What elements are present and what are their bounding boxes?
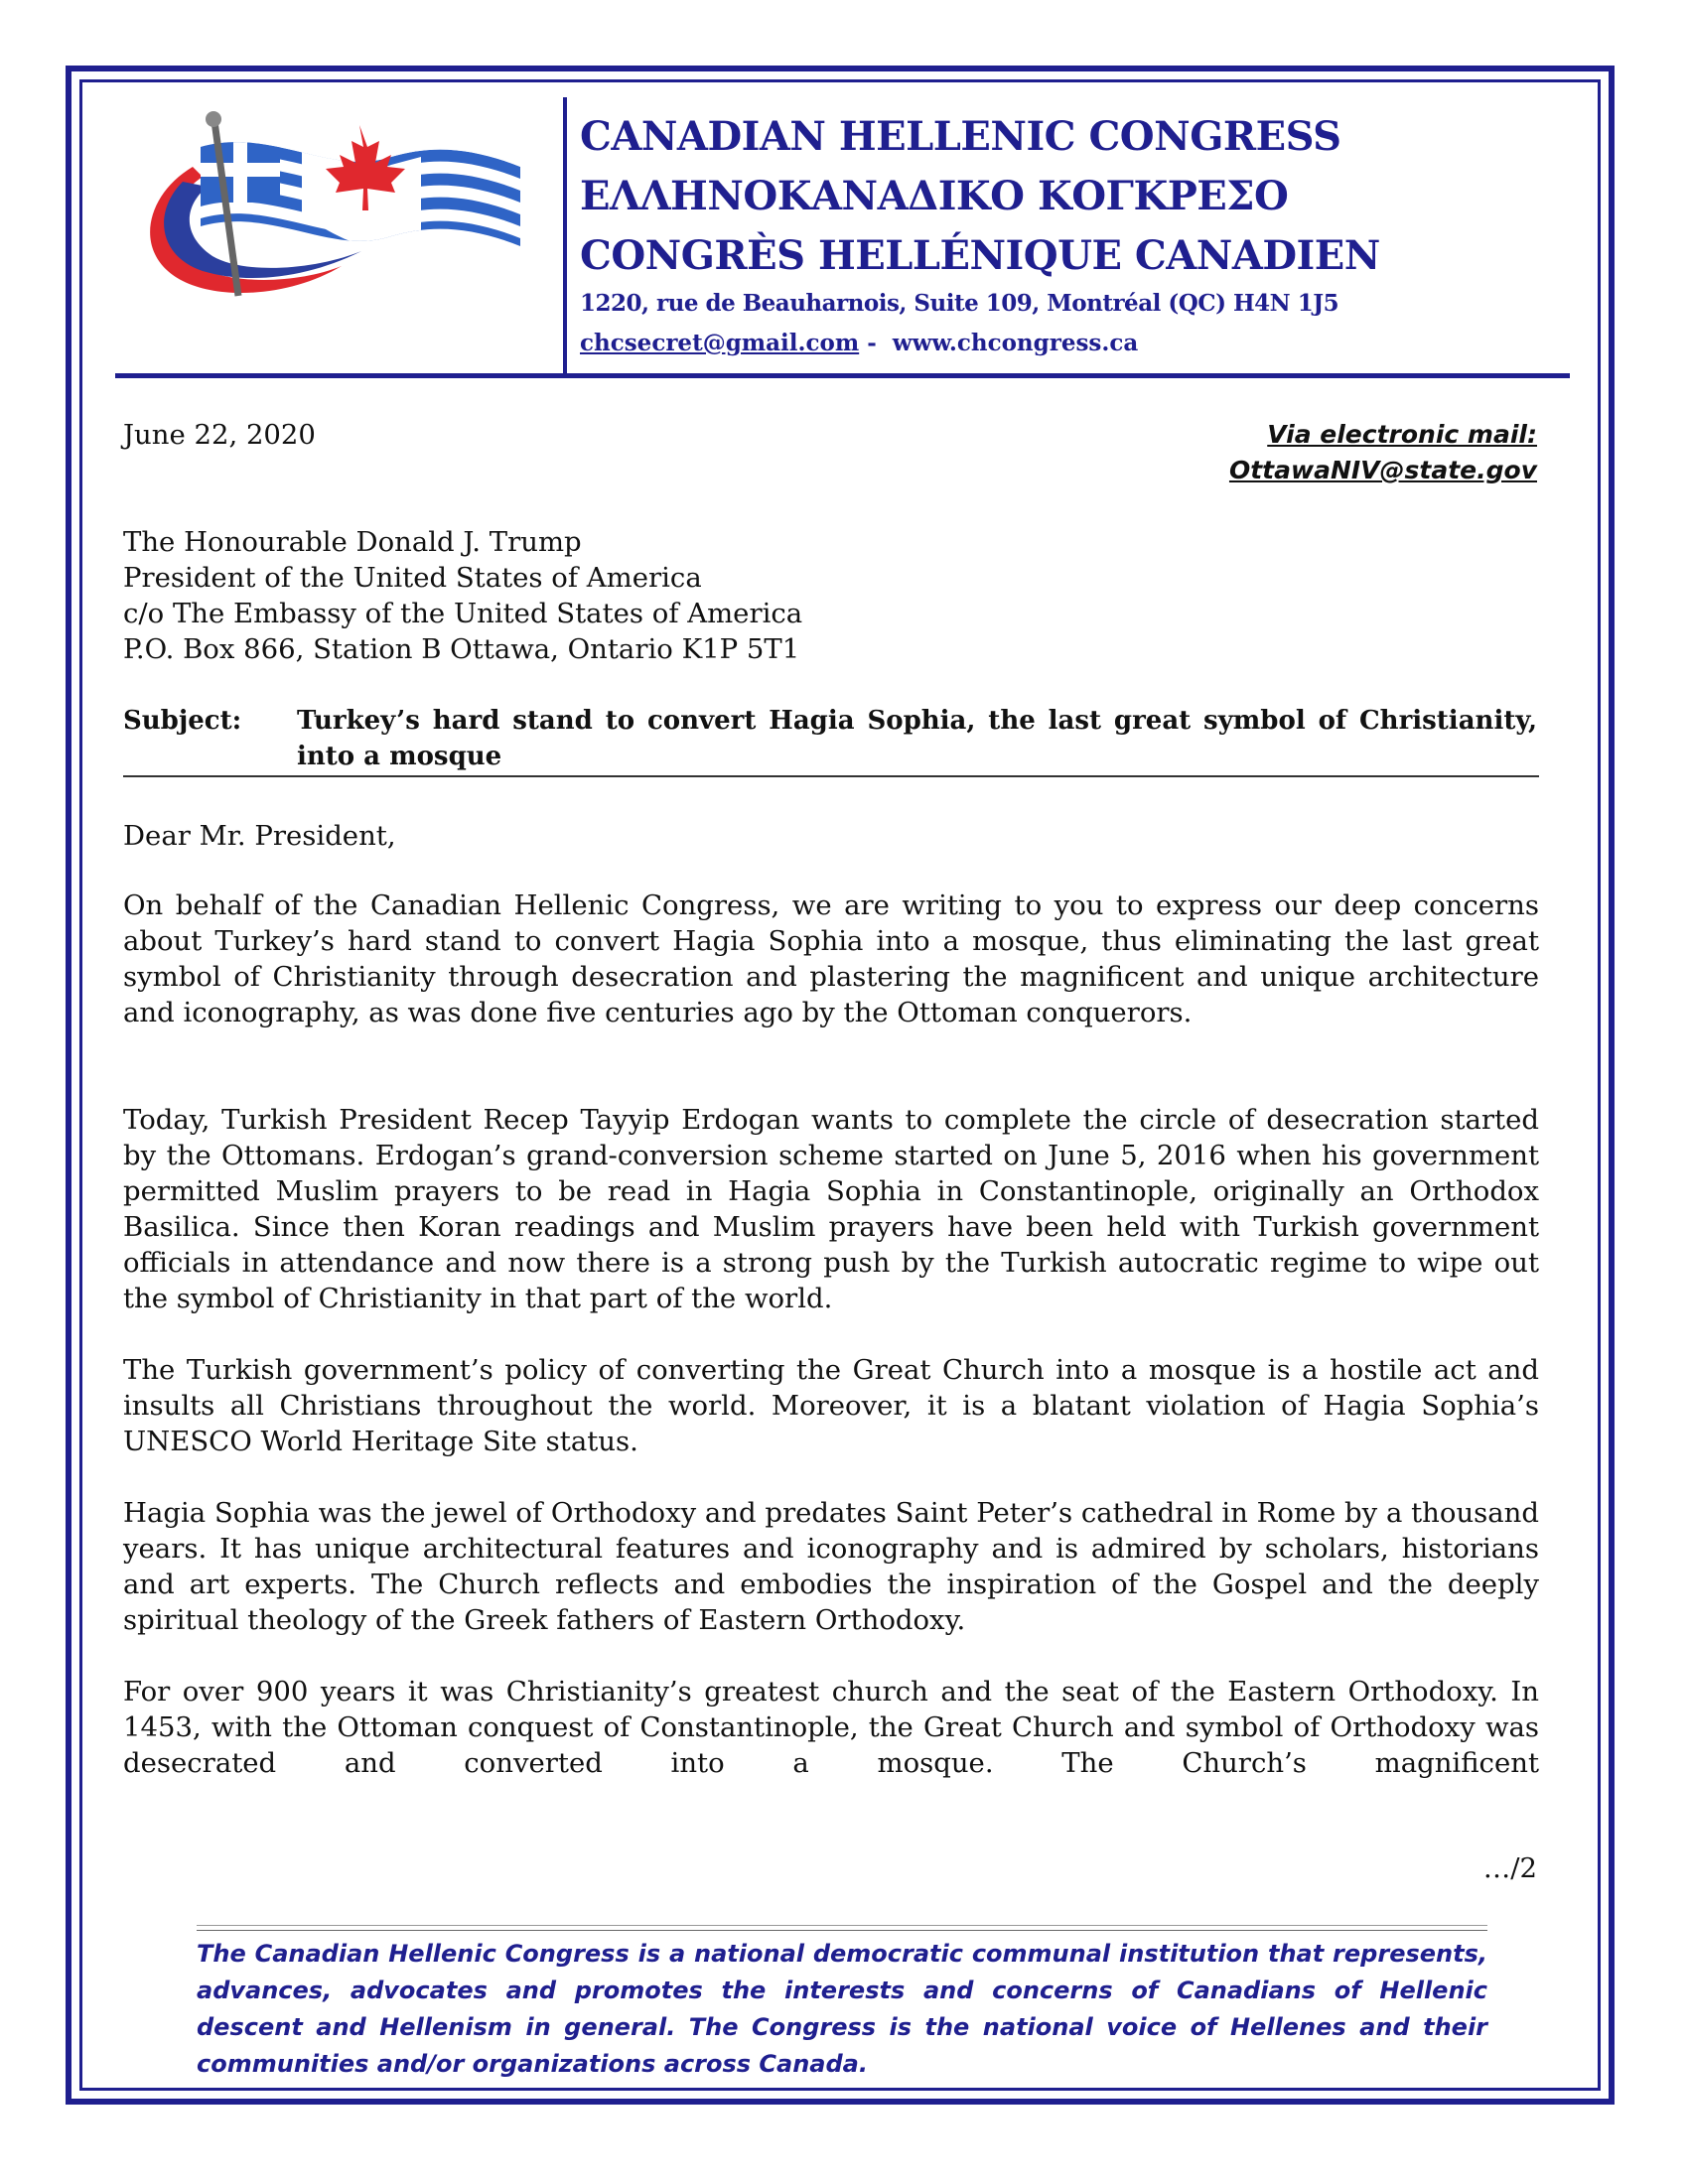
body-paragraph: On behalf of the Canadian Hellenic Congress, we are writing to you to express our deep concerns about Turkey’s hard stand to convert Hagia Sophia into a mosque, thus eliminating the last great symbol of Christianity through desecration and plastering the magnificent and unique architecture and iconography, as was done five centuries ago by the Ottoman conquerors. bbox=[123, 889, 1539, 1028]
greek-canadian-flag-logo bbox=[123, 107, 540, 310]
continued-page-marker: …/2 bbox=[1482, 1852, 1537, 1884]
recipient-line: President of the United States of America bbox=[123, 562, 702, 594]
body-paragraph: The Turkish government’s policy of converting the Great Church into a mosque is a hostile act and insults all Christians throughout the world. Moreover, it is a blatant violation of Hagia Sophia’s UNESCO World Heritage Site status. bbox=[123, 1354, 1539, 1457]
recipient-email-link[interactable]: OttawaNIV@state.gov bbox=[1228, 456, 1537, 484]
org-address: 1220, rue de Beauharnois, Suite 109, Montréal (QC) H4N 1J5 bbox=[580, 290, 1339, 317]
org-name-greek: ΕΛΛΗΝΟΚΑΝΑΔΙΚΟ ΚΟΓΚΡΕΣΟ bbox=[580, 173, 1289, 219]
subject-label: Subject: bbox=[123, 706, 242, 736]
footer-divider bbox=[197, 1930, 1487, 1931]
letter-date: June 22, 2020 bbox=[123, 419, 316, 451]
recipient-line: The Honourable Donald J. Trump bbox=[123, 526, 582, 558]
org-name-french: CONGRÈS HELLÉNIQUE CANADIEN bbox=[580, 232, 1380, 279]
footer-mission-statement: The Canadian Hellenic Congress is a national democratic communal institution that represents, advances, advocates and promotes the interests and concerns of Canadians of Hellenic descent and Hellenism in general. The Congress is the national voice of Hellenes and their communities and/or organizations across Canada. bbox=[197, 1940, 1487, 2078]
email-link[interactable]: chcsecret@gmail.com bbox=[580, 330, 860, 356]
salutation: Dear Mr. President, bbox=[123, 820, 396, 852]
body-paragraph: Today, Turkish President Recep Tayyip Erdogan wants to complete the circle of desecration started by the Ottomans. Erdogan’s grand-conversion scheme started on June 5, 2016 when his government permitted Muslim prayers to be read in Hagia Sophia in Constantinople, originally an Orthodox Basilica. Since then Koran readings and Muslim prayers have been held with Turkish government officials in attendance and now there is a strong push by the Turkish autocratic regime to wipe out the symbol of Christianity in that part of the world. bbox=[123, 1104, 1539, 1314]
recipient-line: c/o The Embassy of the United States of America bbox=[123, 598, 803, 629]
org-contact bbox=[580, 330, 1138, 356]
footer-divider bbox=[197, 1925, 1487, 1926]
via-label: Via electronic mail: bbox=[1267, 420, 1537, 449]
subject-underline bbox=[123, 775, 1539, 777]
contact-separator: - bbox=[859, 330, 885, 356]
recipient-line: P.O. Box 866, Station B Ottawa, Ontario K1P 5T1 bbox=[123, 633, 800, 665]
body-paragraph: For over 900 years it was Christianity’s greatest church and the seat of the Eastern Orthodoxy. In 1453, with the Ottoman conquest of Constantinople, the Great Church and symbol of Orthodoxy was desecrated and converted into a mosque. The Church’s magnificent bbox=[123, 1676, 1539, 1779]
header-divider-vertical bbox=[563, 97, 567, 375]
recipient-block bbox=[123, 524, 802, 667]
page-border-inner bbox=[79, 79, 1601, 2091]
website-link[interactable]: www.chcongress.ca bbox=[892, 330, 1139, 356]
header-divider-horizontal bbox=[115, 373, 1570, 378]
subject-text: Turkey’s hard stand to convert Hagia Sophia, the last great symbol of Christianity, into a mosque bbox=[297, 706, 1537, 771]
via-email-note bbox=[1229, 417, 1537, 488]
org-name-english: CANADIAN HELLENIC CONGRESS bbox=[580, 113, 1341, 160]
body-paragraph: Hagia Sophia was the jewel of Orthodoxy and predates Saint Peter’s cathedral in Rome by a thousand years. It has unique architectural features and iconography and is admired by scholars, historians and art experts. The Church reflects and embodies the inspiration of the Gospel and the deeply spiritual theology of the Greek fathers of Eastern Orthodoxy. bbox=[123, 1497, 1539, 1636]
